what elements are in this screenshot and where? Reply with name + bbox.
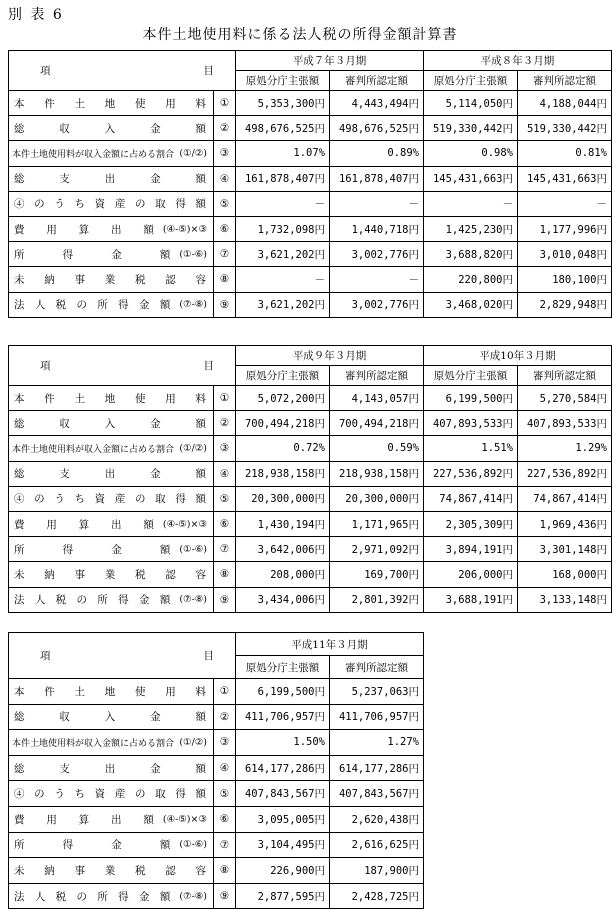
value-cell: 407,893,533円 [424,411,518,436]
row-number: ⑧ [214,562,236,587]
item-header-label: 項 [40,65,51,77]
value-cell: 0.72% [236,436,330,461]
table-row [9,116,612,141]
value-cell: 411,706,957円 [236,704,330,730]
subheader-determined: 審判所認定額 [330,366,424,386]
value-cell: 1,969,436円 [518,511,612,536]
row-item-label [9,141,214,166]
value-cell: 5,072,200円 [236,386,330,411]
subheader-claimed: 原処分庁主張額 [424,366,518,386]
row-item-text: 総支出金額 [14,173,207,186]
row-item-text: 費用算出額 [14,813,155,826]
value-cell: 407,843,567円 [330,781,424,807]
row-item-label [9,216,214,241]
row-item-label [9,411,214,436]
period-header: 平成11年３月期 [236,633,424,656]
table-row [9,191,612,216]
table-row [9,587,612,612]
period-header: 平成８年３月期 [424,51,612,71]
row-item-text: 本件土地使用料 [14,685,207,698]
value-cell: 180,100円 [518,267,612,292]
value-cell: 519,330,442円 [518,116,612,141]
table-row [9,242,612,267]
row-item-label [9,537,214,562]
value-cell: 407,893,533円 [518,411,612,436]
row-item-text: 所得金額 [14,248,172,261]
subheader-determined: 審判所認定額 [518,71,612,91]
row-item-text: 未納事業税認容 [14,568,207,581]
value-cell: 3,095,005円 [236,806,330,832]
value-cell: 3,468,020円 [424,292,518,317]
row-item-text: 法人税の所得金額 [14,890,172,903]
value-cell: 0.59% [330,436,424,461]
row-item-label [9,486,214,511]
row-item-text: 本件土地使用料が収入金額に占める割合 [12,149,175,160]
value-cell: 168,000円 [518,562,612,587]
value-cell: 3,642,006円 [236,537,330,562]
row-number: ④ [214,461,236,486]
row-item-text: 法人税の所得金額 [14,299,172,312]
row-number: ⑦ [214,242,236,267]
document-title: 本件土地使用料に係る法人税の所得金額計算書 [142,27,458,43]
table-row [9,267,612,292]
row-number: ⑤ [214,191,236,216]
row-item-text: 所得金額 [14,543,172,556]
value-cell: 3,434,006円 [236,587,330,612]
row-item-text: ④のうち資産の取得額 [14,198,207,211]
value-cell: 4,188,044円 [518,91,612,116]
row-item-label [9,267,214,292]
row-formula: (④-⑤)×③ [162,223,207,235]
row-number: ③ [214,730,236,756]
value-cell: 614,177,286円 [330,755,424,781]
value-cell: 6,199,500円 [236,679,330,705]
row-item-label [9,858,214,884]
table-row [9,832,424,858]
row-formula: (⑦-⑧) [179,594,207,606]
item-header-label-2: 目 [203,650,214,662]
appendix-label: 別 表 6 [8,7,64,23]
value-cell: 2,801,392円 [330,587,424,612]
row-number: ⑨ [214,883,236,909]
value-cell: 3,133,148円 [518,587,612,612]
value-cell: 3,002,776円 [330,242,424,267]
value-cell: 5,114,050円 [424,91,518,116]
row-item-label [9,166,214,191]
value-cell: 3,688,191円 [424,587,518,612]
row-item-label [9,242,214,267]
value-cell: 3,010,048円 [518,242,612,267]
row-item-text: 法人税の所得金額 [14,594,172,607]
value-cell: 74,867,414円 [518,486,612,511]
row-number: ③ [214,436,236,461]
row-item-label [9,755,214,781]
value-cell: 1,177,996円 [518,216,612,241]
value-cell: 220,800円 [424,267,518,292]
subheader-claimed: 原処分庁主張額 [236,366,330,386]
value-cell: 1.29% [518,436,612,461]
table-row [9,216,612,241]
value-cell: 206,000円 [424,562,518,587]
item-header-label-2: 目 [203,65,214,77]
row-item-label [9,883,214,909]
row-item-text: 費用算出額 [14,223,155,236]
item-header-label: 項 [40,650,51,662]
row-item-label [9,730,214,756]
subheader-claimed: 原処分庁主張額 [424,71,518,91]
row-number: ② [214,411,236,436]
value-cell: 4,143,057円 [330,386,424,411]
row-item-label [9,832,214,858]
row-number: ⑧ [214,267,236,292]
row-formula: (④-⑤)×③ [162,518,207,530]
table-row [9,91,612,116]
row-item-label [9,191,214,216]
row-number: ⑤ [214,486,236,511]
row-item-text: 費用算出額 [14,518,155,531]
value-cell: 218,938,158円 [236,461,330,486]
value-cell: 700,494,218円 [236,411,330,436]
row-number: ① [214,91,236,116]
item-header [9,346,236,386]
item-header [9,51,236,91]
table-row [9,141,612,166]
subheader-determined: 審判所認定額 [330,656,424,679]
table-row [9,292,612,317]
value-cell: 187,900円 [330,858,424,884]
row-item-label [9,587,214,612]
subheader-determined: 審判所認定額 [518,366,612,386]
value-cell: 208,000円 [236,562,330,587]
row-item-label [9,806,214,832]
row-number: ④ [214,166,236,191]
row-number: ⑥ [214,216,236,241]
row-item-label [9,704,214,730]
row-item-label [9,292,214,317]
value-cell: 1.50% [236,730,330,756]
row-item-text: 本件土地使用料 [14,392,207,405]
row-item-text: ④のうち資産の取得額 [14,493,207,506]
row-item-text: 本件土地使用料が収入金額に占める割合 [12,738,175,749]
value-cell: － [330,267,424,292]
row-formula: (①/②) [179,147,207,159]
row-item-text: 本件土地使用料 [14,97,207,110]
value-cell: 2,620,438円 [330,806,424,832]
value-cell: 614,177,286円 [236,755,330,781]
value-cell: 1.51% [424,436,518,461]
value-cell: 1,430,194円 [236,511,330,536]
value-cell: 1,425,230円 [424,216,518,241]
row-item-text: ④のうち資産の取得額 [14,788,207,801]
row-item-text: 未納事業税認容 [14,273,207,286]
value-cell: 2,971,092円 [330,537,424,562]
item-header-label-2: 目 [203,360,214,372]
table-row [9,486,612,511]
row-item-label [9,679,214,705]
value-cell: 3,621,202円 [236,292,330,317]
row-number: ③ [214,141,236,166]
value-cell: 407,843,567円 [236,781,330,807]
row-number: ⑧ [214,858,236,884]
value-cell: 3,894,191円 [424,537,518,562]
row-item-text: 総収入金額 [14,417,207,430]
table-row [9,537,612,562]
value-cell: 161,878,407円 [236,166,330,191]
row-formula: (①/②) [179,442,207,454]
table-row [9,511,612,536]
row-number: ⑦ [214,537,236,562]
table-row [9,166,612,191]
period-header: 平成10年３月期 [424,346,612,366]
row-item-text: 総支出金額 [14,762,207,775]
row-item-label [9,461,214,486]
value-cell: 20,300,000円 [236,486,330,511]
row-number: ① [214,679,236,705]
value-cell: 226,900円 [236,858,330,884]
value-cell: 3,621,202円 [236,242,330,267]
row-formula: (①-⑥) [179,543,207,555]
value-cell: 1,171,965円 [330,511,424,536]
value-cell: － [236,267,330,292]
table-row [9,755,424,781]
row-number: ⑨ [214,292,236,317]
value-cell: － [424,191,518,216]
table-row [9,461,612,486]
row-item-label [9,511,214,536]
row-item-label [9,116,214,141]
value-cell: 3,104,495円 [236,832,330,858]
value-cell: 2,616,625円 [330,832,424,858]
value-cell: 5,270,584円 [518,386,612,411]
value-cell: 411,706,957円 [330,704,424,730]
value-cell: 161,878,407円 [330,166,424,191]
value-cell: 498,676,525円 [330,116,424,141]
value-cell: 3,002,776円 [330,292,424,317]
value-cell: 498,676,525円 [236,116,330,141]
row-number: ① [214,386,236,411]
row-item-text: 本件土地使用料が収入金額に占める割合 [12,444,175,455]
value-cell: － [518,191,612,216]
row-item-label [9,436,214,461]
row-number: ⑥ [214,806,236,832]
row-item-text: 総支出金額 [14,468,207,481]
value-cell: 1,440,718円 [330,216,424,241]
value-cell: 1.07% [236,141,330,166]
value-cell: 2,877,595円 [236,883,330,909]
value-cell: 0.98% [424,141,518,166]
row-formula: (④-⑤)×③ [162,813,207,825]
row-number: ⑨ [214,587,236,612]
value-cell: － [236,191,330,216]
row-number: ⑥ [214,511,236,536]
value-cell: 2,305,309円 [424,511,518,536]
table-row [9,704,424,730]
table-row [9,562,612,587]
value-cell: 3,688,820円 [424,242,518,267]
subheader-claimed: 原処分庁主張額 [236,71,330,91]
row-item-text: 総収入金額 [14,711,207,724]
value-cell: 700,494,218円 [330,411,424,436]
row-number: ② [214,704,236,730]
table-row [9,386,612,411]
table-row [9,436,612,461]
table-row [9,858,424,884]
value-cell: 0.81% [518,141,612,166]
value-cell: 5,353,300円 [236,91,330,116]
row-item-text: 総収入金額 [14,122,207,135]
row-number: ⑤ [214,781,236,807]
value-cell: 227,536,892円 [424,461,518,486]
row-number: ④ [214,755,236,781]
value-cell: 20,300,000円 [330,486,424,511]
subheader-claimed: 原処分庁主張額 [236,656,330,679]
calc-table-3 [8,632,424,909]
row-formula: (⑦-⑧) [179,890,207,902]
value-cell: 218,938,158円 [330,461,424,486]
value-cell: 3,301,148円 [518,537,612,562]
period-header: 平成９年３月期 [236,346,424,366]
row-item-text: 未納事業税認容 [14,864,207,877]
value-cell: 145,431,663円 [424,166,518,191]
row-item-label [9,91,214,116]
row-formula: (⑦-⑧) [179,299,207,311]
table-row [9,730,424,756]
value-cell: － [330,191,424,216]
value-cell: 1.27% [330,730,424,756]
value-cell: 169,700円 [330,562,424,587]
row-formula: (①/②) [179,736,207,748]
table-row [9,883,424,909]
calc-table-2 [8,345,612,613]
value-cell: 1,732,098円 [236,216,330,241]
row-item-label [9,562,214,587]
row-formula: (①-⑥) [179,248,207,260]
table-row [9,679,424,705]
value-cell: 5,237,063円 [330,679,424,705]
row-item-label [9,781,214,807]
value-cell: 227,536,892円 [518,461,612,486]
table-row [9,411,612,436]
value-cell: 4,443,494円 [330,91,424,116]
row-item-label [9,386,214,411]
subheader-determined: 審判所認定額 [330,71,424,91]
value-cell: 6,199,500円 [424,386,518,411]
period-header: 平成７年３月期 [236,51,424,71]
value-cell: 519,330,442円 [424,116,518,141]
table-row [9,781,424,807]
row-number: ② [214,116,236,141]
table-row [9,806,424,832]
value-cell: 0.89% [330,141,424,166]
value-cell: 74,867,414円 [424,486,518,511]
item-header [9,633,236,679]
value-cell: 145,431,663円 [518,166,612,191]
calc-table-1 [8,50,612,318]
row-item-text: 所得金額 [14,839,172,852]
value-cell: 2,428,725円 [330,883,424,909]
value-cell: 2,829,948円 [518,292,612,317]
row-number: ⑦ [214,832,236,858]
item-header-label: 項 [40,360,51,372]
row-formula: (①-⑥) [179,839,207,851]
